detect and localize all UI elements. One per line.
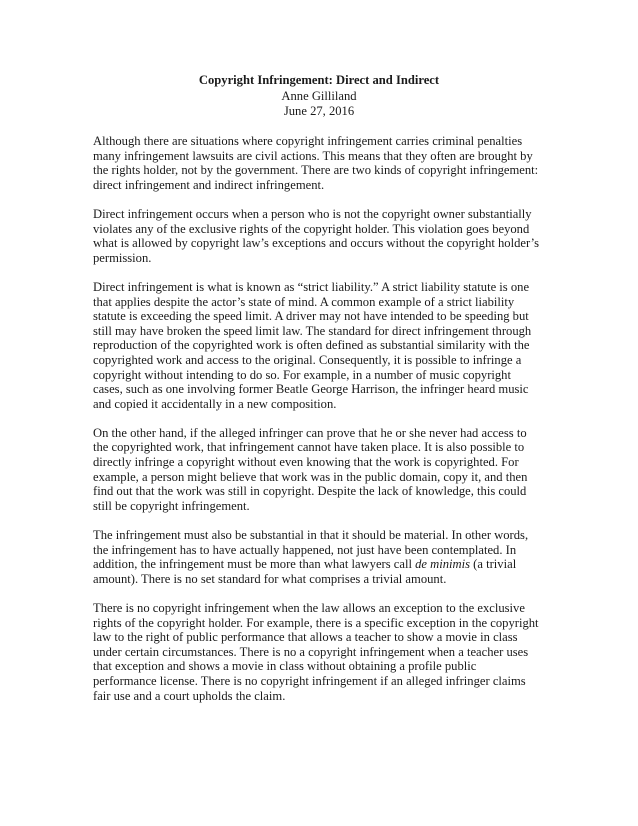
- paragraph-access: On the other hand, if the alleged infringer can prove that he or she never had access to the copyrighted work, that infringement cannot have taken place. It is also possible to directly infringe a copyright without even knowing that the work is copyrighted. For example, a person might believe that work was in the public domain, copy it, and then find out that the work was still in copyright. Despite the lack of knowledge, this could still be copyright infringement.: [93, 425, 528, 513]
- paragraph-intro: Although there are situations where copyright infringement carries criminal penalties many infringement lawsuits are civil actions. This means that they often are brought by the rights holder, not by the government. There are two kinds of copyright infringement: direct infringement and indirect infringement.: [93, 134, 539, 192]
- de-minimis-before: The infringement must also be substantial in that it should be material. In other words, the infringement has to have actually happened, not just have been contemplated. In addition, the infringement must be more than what lawyers call: [93, 528, 529, 572]
- document-header: [0, 73, 638, 120]
- paragraph-direct-infringement: Direct infringement occurs when a person who is not the copyright owner substantially violates any of the exclusive rights of the copyright holder. This violation goes beyond what is allowed by copyright law’s exceptions and occurs without the copyright holder’s permission.: [93, 206, 540, 265]
- document-author: Anne Gilliland: [281, 88, 357, 103]
- document-date: June 27, 2016: [283, 104, 355, 118]
- paragraph-exceptions: There is no copyright infringement when the law allows an exception to the exclusive rights of the copyright holder. For example, there is a specific exception in the copyright law to the right of public performance that allows a teacher to show a movie in class under certain circumstances. There is no a copyright infringement when a teacher uses that exception and shows a movie in class without obtaining a profile public performance license. There is no copyright infringement if an alleged infringer claims fair use and a court upholds the claim.: [93, 601, 539, 703]
- paragraph-de-minimis: [93, 528, 541, 586]
- paragraph-strict-liability: Direct infringement is what is known as “strict liability.” A strict liability statute is one that applies despite the actor’s state of mind. A common example of a strict liability statute is exceeding the speed limit. A driver may not have intended to be speeding but still may have broken the speed limit law. The standard for direct infringement through reproduction of the copyrighted work is often defined as substantial similarity with the copyrighted work and access to the original. Consequently, it is possible to infringe a copyright without intending to do so. For example, in a number of music copyright cases, such as one involving former Beatle George Harrison, the infringer heard music and copied it accidentally in a new composition.: [93, 279, 532, 411]
- de-minimis-term: de minimis: [415, 557, 471, 572]
- document-title: Copyright Infringement: Direct and Indirect: [198, 73, 440, 87]
- document-body: [93, 134, 541, 718]
- de-minimis-after: (a trivial amount). There is no set standard for what comprises a trivial amount.: [93, 557, 517, 586]
